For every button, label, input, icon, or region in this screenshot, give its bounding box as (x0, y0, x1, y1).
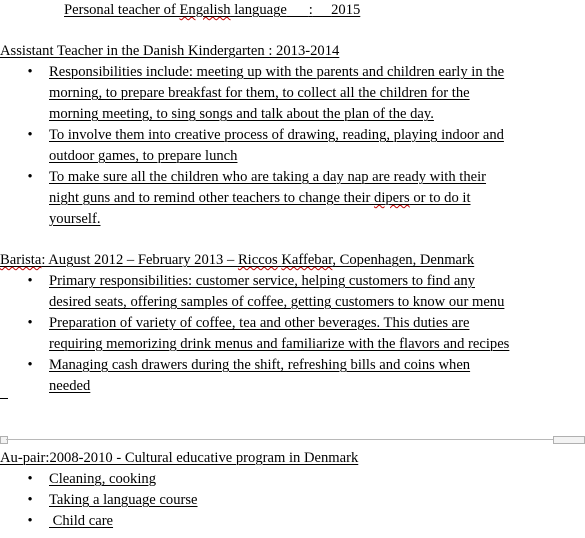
barista-bullet-2-line-2: requiring memorizing drink menus and familiarize with the flavors and recipes (49, 336, 510, 352)
page-break-line (6, 439, 555, 440)
top-line-label: Personal teacher of Engalish language : 2015 (64, 2, 361, 18)
kg-bullet-1-line-1: Responsibilities include: meeting up with the parents and children early in the (49, 64, 505, 80)
aupair-bullet-3: Child care (49, 513, 114, 529)
kg-bullet-1-line-2: morning, to prepare breakfast for them, to collect all the children for the (49, 85, 470, 101)
kg-bullet-3-line-2: night guns and to remind other teachers to change their dipers or to do it (49, 190, 471, 206)
top-line (64, 0, 360, 20)
bullet-marker: • (27, 64, 33, 80)
kg-bullet-3-line-3: yourself. (49, 211, 101, 227)
kg-bullet-2-line-2: outdoor games, to prepare lunch (49, 148, 238, 164)
aupair-bullet-2: Taking a language course (49, 492, 198, 508)
bullet-marker: • (27, 513, 33, 529)
kg-bullet-3-line-1: To make sure all the children who are taking a day nap are ready with their (49, 169, 487, 185)
page-break-right-marker (553, 436, 585, 444)
bullet-marker: • (27, 492, 33, 508)
aupair-bullet-1: Cleaning, cooking (49, 471, 157, 487)
kg-bullet-1-line-3: morning meeting, to sing songs and talk about the plan of the day. (49, 106, 434, 122)
spelling-error: Barista (0, 252, 42, 268)
bullet-marker: • (27, 315, 33, 331)
bullet-marker: • (27, 273, 33, 289)
stray-underline-mark (0, 398, 8, 399)
barista-bullet-1-line-1: Primary responsibilities: customer service, helping customers to find any (49, 273, 475, 289)
aupair-heading: Au-pair:2008-2010 - Cultural educative program in Denmark (0, 450, 359, 466)
kg-bullet-2-line-1: To involve them into creative process of drawing, reading, playing indoor and (49, 127, 504, 143)
bullet-marker: • (27, 357, 33, 373)
spelling-error: dipers (374, 190, 410, 206)
spelling-error: Riccos (237, 252, 278, 268)
bullet-marker: • (27, 127, 33, 143)
spelling-error: Kaffebar (281, 252, 333, 268)
barista-heading: Barista: August 2012 – February 2013 – Riccos Kaffebar, Copenhagen, Denmark (0, 252, 475, 268)
bullet-marker: • (27, 169, 33, 185)
page-break-left-marker (0, 436, 8, 444)
bullet-marker: • (27, 471, 33, 487)
page-break-separator (0, 436, 585, 444)
spelling-error: Engalish (179, 2, 231, 18)
barista-bullet-2-line-1: Preparation of variety of coffee, tea and other beverages. This duties are (49, 315, 470, 331)
kindergarten-heading: Assistant Teacher in the Danish Kindergarten : 2013-2014 (0, 43, 340, 59)
barista-bullet-3-line-2: needed (49, 378, 91, 394)
barista-bullet-3-line-1: Managing cash drawers during the shift, refreshing bills and coins when (49, 357, 471, 373)
barista-bullet-1-line-2: desired seats, offering samples of coffee, getting customers to know our menu (49, 294, 505, 310)
